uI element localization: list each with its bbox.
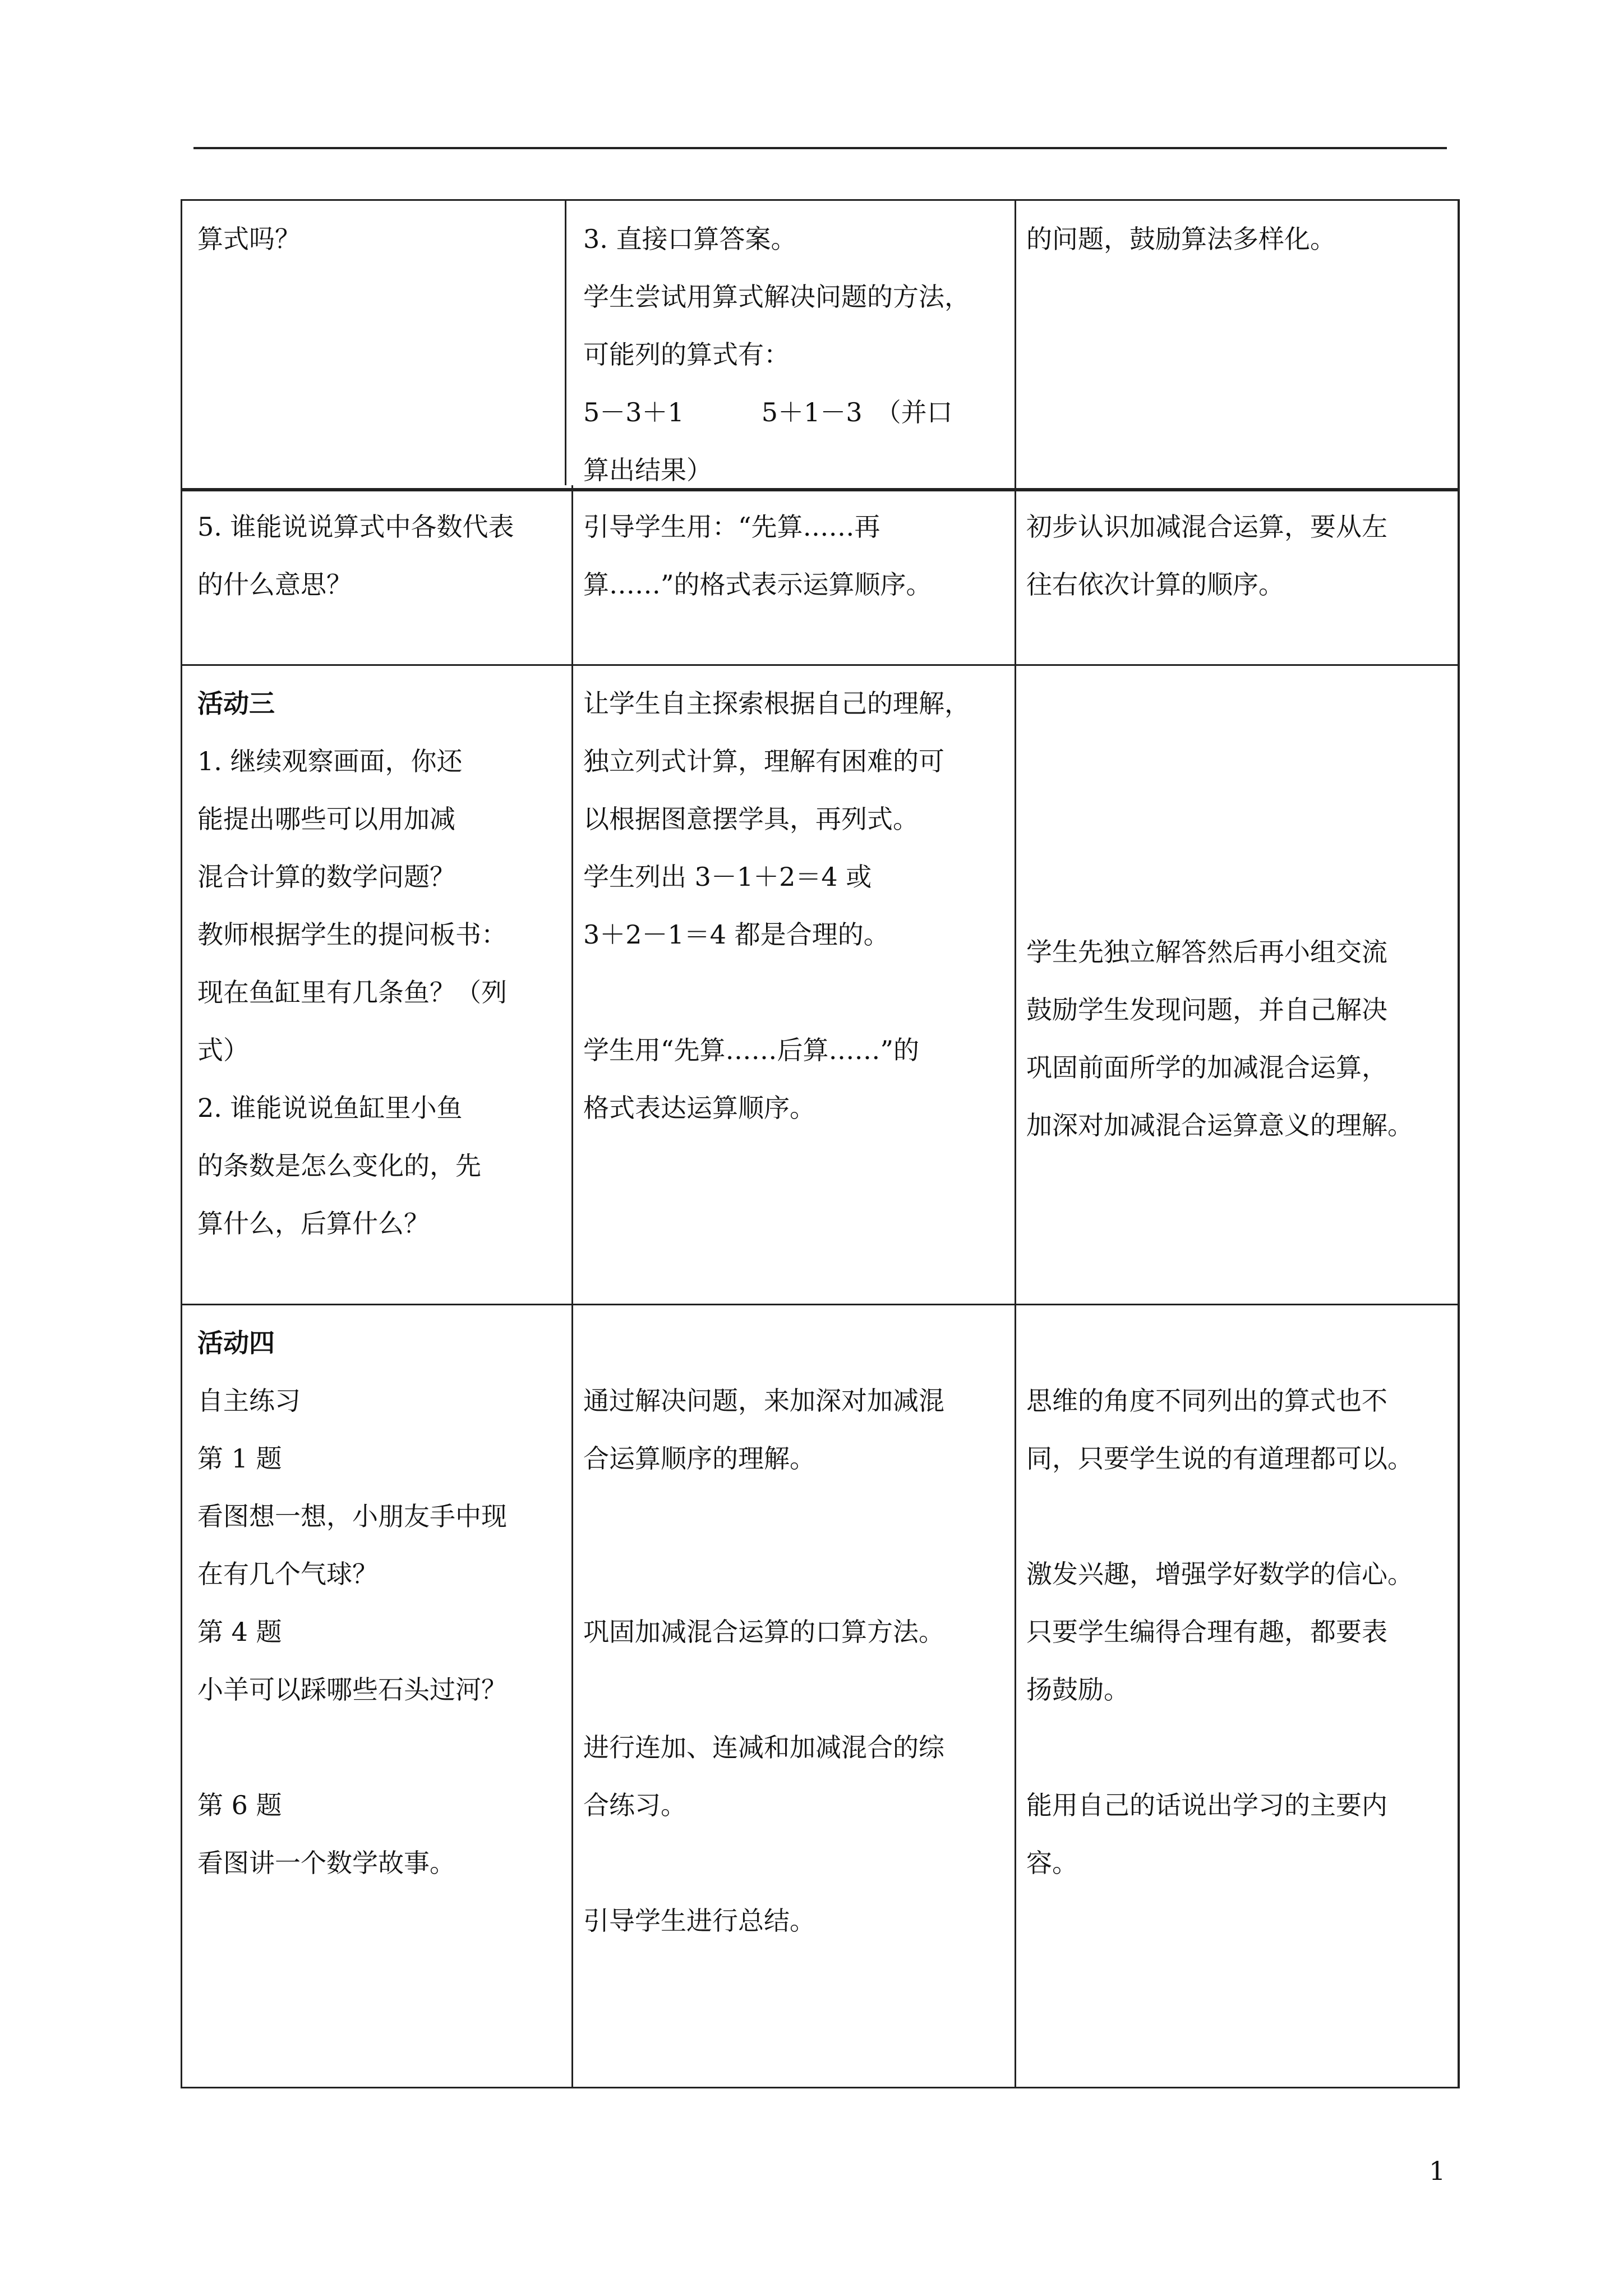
activity3-teacher xyxy=(197,675,507,1253)
text-line: 独立列式计算，理解有困难的可 xyxy=(583,746,944,776)
text-line: 小羊可以踩哪些石头过河？ xyxy=(197,1674,507,1705)
column-divider xyxy=(571,485,573,2088)
text-line: 容。 xyxy=(1026,1848,1078,1878)
text-line: 扬鼓励。 xyxy=(1026,1674,1129,1705)
row2-intent xyxy=(1026,498,1387,614)
text-line: 同，只要学生说的有道理都可以。 xyxy=(1026,1443,1413,1474)
row-divider xyxy=(181,664,1460,666)
text-line: 看图讲一个数学故事。 xyxy=(197,1848,455,1878)
text-line: 算式吗？ xyxy=(197,224,301,254)
text-line: 格式表达运算顺序。 xyxy=(583,1093,815,1123)
text-line: 的什么意思？ xyxy=(197,569,352,600)
text-line: 以根据图意摆学具，再列式。 xyxy=(583,804,919,834)
text-line: 合练习。 xyxy=(583,1790,686,1820)
text-line: 学生先独立解答然后再小组交流 xyxy=(1026,937,1387,967)
text-line: 巩固加减混合运算的口算方法。 xyxy=(583,1617,944,1647)
text-line: 3＋2－1＝4 都是合理的。 xyxy=(583,919,889,950)
activity4-student xyxy=(583,1372,944,1950)
activity-title: 活动四 xyxy=(197,1328,275,1358)
text-line: 在有几个气球？ xyxy=(197,1559,378,1589)
text-line: 通过解决问题，来加深对加减混 xyxy=(583,1386,944,1416)
text-line: 巩固前面所学的加减混合运算， xyxy=(1026,1052,1387,1083)
text-line: 看图想一想，小朋友手中现 xyxy=(197,1501,507,1531)
text-line: 自主练习 xyxy=(197,1386,301,1416)
activity3-intent xyxy=(1026,923,1413,1154)
text-line: 引导学生进行总结。 xyxy=(583,1906,815,1936)
text-line: 学生列出 3－1＋2＝4 或 xyxy=(583,862,872,892)
text-line: 第 4 题 xyxy=(197,1617,282,1647)
text-line: 加深对加减混合运算意义的理解。 xyxy=(1026,1110,1413,1140)
blank-line xyxy=(583,1834,944,1892)
blank-line xyxy=(583,1488,944,1545)
text-line: 现在鱼缸里有几条鱼？（列 xyxy=(197,977,507,1007)
text-line: 鼓励学生发现问题，并自己解决 xyxy=(1026,995,1387,1025)
column-divider xyxy=(1015,199,1016,2088)
text-line: 往右依次计算的顺序。 xyxy=(1026,569,1284,600)
row1-student-activity xyxy=(583,210,970,499)
table-border-right xyxy=(1458,199,1460,2088)
text-line: 初步认识加减混合运算，要从左 xyxy=(1026,512,1387,542)
text-line: 混合计算的数学问题？ xyxy=(197,862,455,892)
text-line: 式） xyxy=(197,1035,249,1065)
row-divider xyxy=(181,1304,1460,1305)
activity4-teacher xyxy=(197,1314,507,1892)
text-line: 学生尝试用算式解决问题的方法， xyxy=(583,282,970,312)
text-line: 5－3＋1 5＋1－3 （并口 xyxy=(583,397,953,427)
blank-line xyxy=(1026,1488,1413,1545)
text-line: 的条数是怎么变化的，先 xyxy=(197,1151,481,1181)
text-line: 可能列的算式有： xyxy=(583,339,790,370)
activity3-student xyxy=(583,675,970,1137)
activity-title: 活动三 xyxy=(197,688,275,719)
row1-question xyxy=(197,210,301,268)
text-line: 的问题，鼓励算法多样化。 xyxy=(1026,224,1336,254)
text-line: 算什么，后算什么？ xyxy=(197,1208,430,1239)
text-line: 第 1 题 xyxy=(197,1443,282,1474)
blank-line xyxy=(583,1545,944,1603)
text-line: 3. 直接口算答案。 xyxy=(583,224,797,254)
row2-question xyxy=(197,498,514,614)
text-line: 第 6 题 xyxy=(197,1790,282,1820)
header-rule xyxy=(193,147,1447,149)
text-line: 算……”的格式表示运算顺序。 xyxy=(583,569,932,600)
text-line: 激发兴趣，增强学好数学的信心。 xyxy=(1026,1559,1413,1589)
text-line: 能提出哪些可以用加减 xyxy=(197,804,455,834)
text-line: 让学生自主探索根据自己的理解， xyxy=(583,688,970,719)
row2-student-activity xyxy=(583,498,932,614)
text-line: 2. 谁能说说鱼缸里小鱼 xyxy=(197,1093,463,1123)
text-line: 5. 谁能说说算式中各数代表 xyxy=(197,512,514,542)
text-line: 进行连加、连减和加减混合的综 xyxy=(583,1732,944,1763)
blank-line xyxy=(583,964,970,1022)
blank-line xyxy=(197,1719,507,1777)
text-line: 学生用“先算……后算……”的 xyxy=(583,1035,920,1065)
blank-line xyxy=(1026,1719,1413,1777)
text-line: 引导学生用：“先算……再 xyxy=(583,512,880,542)
activity4-intent xyxy=(1026,1372,1413,1892)
column-divider xyxy=(565,199,566,485)
table-border-top xyxy=(181,199,1460,201)
table-border-bottom xyxy=(181,2087,1460,2088)
page-number: 1 xyxy=(1429,2156,1446,2186)
lesson-table xyxy=(181,199,1460,2088)
text-line: 思维的角度不同列出的算式也不 xyxy=(1026,1386,1387,1416)
text-line: 只要学生编得合理有趣，都要表 xyxy=(1026,1617,1387,1647)
row1-intent xyxy=(1026,210,1336,268)
blank-line xyxy=(583,1661,944,1719)
text-line: 1. 继续观察画面，你还 xyxy=(197,746,463,776)
text-line: 教师根据学生的提问板书： xyxy=(197,919,507,950)
text-line: 能用自己的话说出学习的主要内 xyxy=(1026,1790,1387,1820)
text-line: 算出结果） xyxy=(583,455,712,485)
text-line: 合运算顺序的理解。 xyxy=(583,1443,815,1474)
table-border-left xyxy=(181,199,182,2088)
